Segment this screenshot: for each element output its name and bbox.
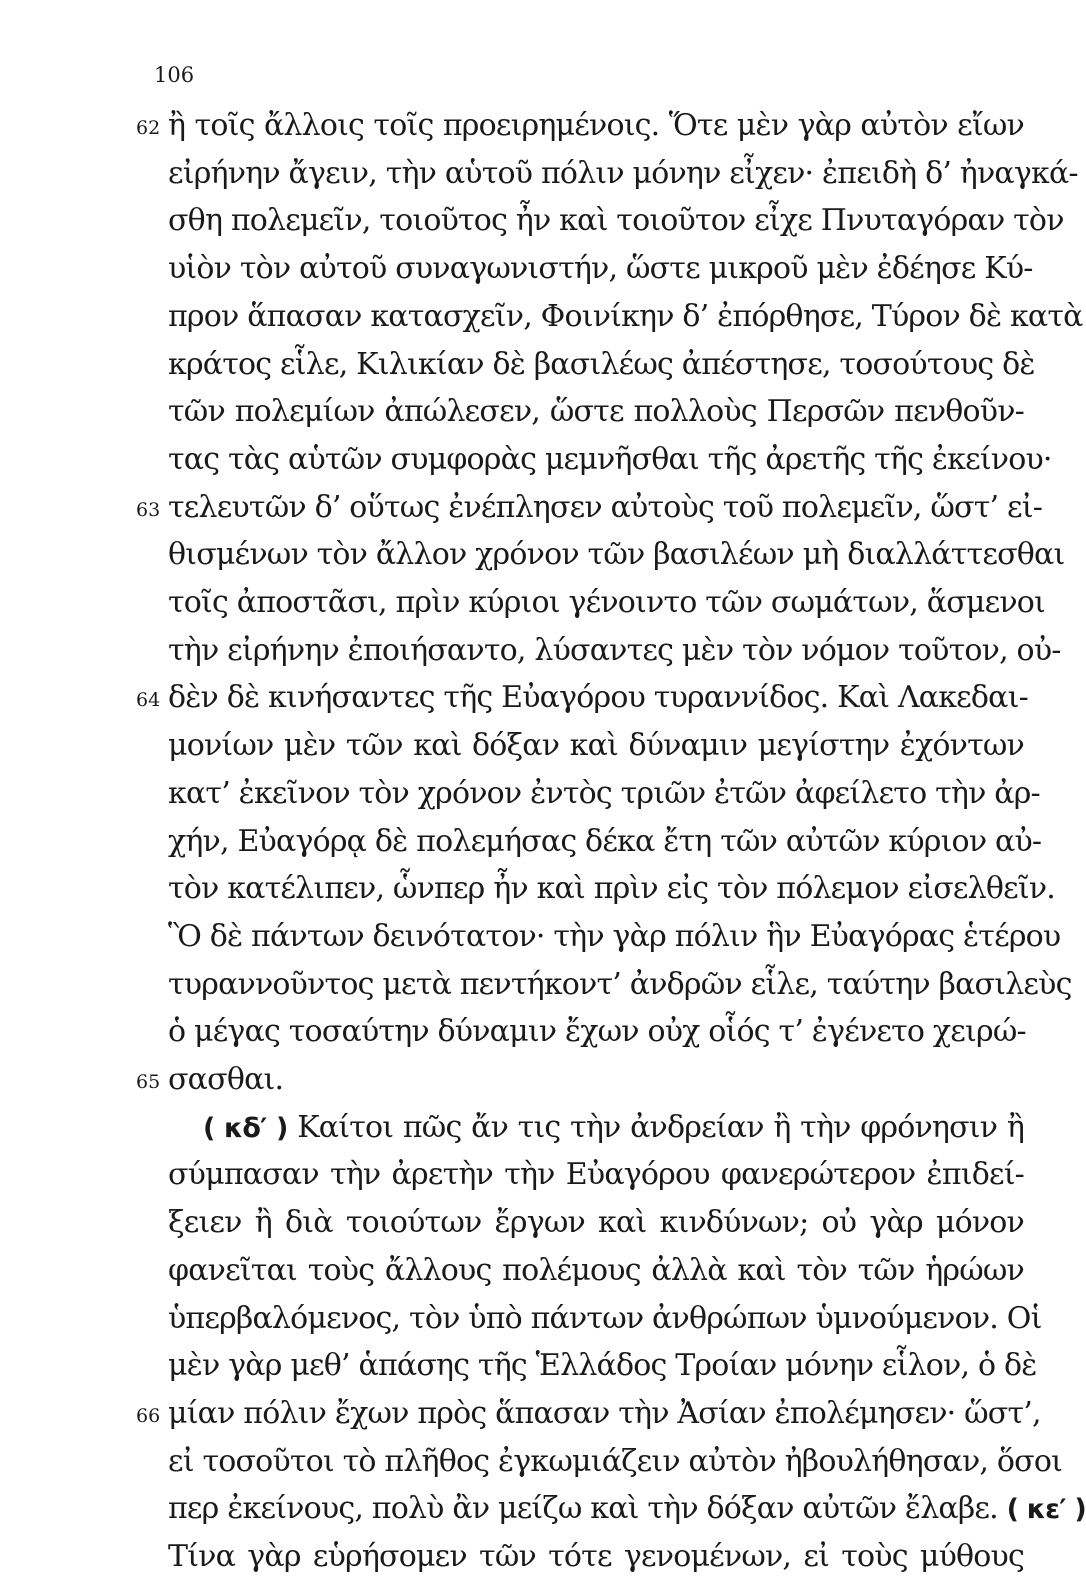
chapter-mark-kd: ( κδ′ ) bbox=[203, 1113, 288, 1144]
text-line: τὸν κατέλιπεν, ὧνπερ ἦν καὶ πρὶν εἰς τὸν πόλεμον εἰσελθεῖν. bbox=[168, 871, 1056, 906]
chapter-mark-ke: ( κε′ ) bbox=[1006, 1494, 1086, 1525]
text-line: εἰρήνην ἄγειν, τὴν αὑτοῦ πόλιν μόνην εἶχεν· ἐπειδὴ δ’ ἠναγκά- bbox=[168, 156, 1078, 191]
text-line: ξειεν ἢ διὰ τοιούτων ἔργων καὶ κινδύνων; οὐ γὰρ μόνον bbox=[168, 1205, 1024, 1240]
text-line: κατ’ ἐκεῖνον τὸν χρόνον ἐντὸς τριῶν ἐτῶν ἀφείλετο τὴν ἀρ- bbox=[168, 776, 1040, 811]
text-line-content: Καίτοι πῶς ἄν τις τὴν ἀνδρείαν ἢ τὴν φρόνησιν ἢ bbox=[287, 1110, 1025, 1145]
text-line: μονίων μὲν τῶν καὶ δόξαν καὶ δύναμιν μεγίστην ἐχόντων bbox=[168, 728, 1024, 763]
text-line: τυραννοῦντος μετὰ πεντήκοντ’ ἀνδρῶν εἷλε, ταύτην βασιλεὺς bbox=[168, 967, 1072, 1002]
section-number-63: 63 bbox=[136, 499, 161, 521]
text-line: χήν, Εὐαγόρᾳ δὲ πολεμήσας δέκα ἔτη τῶν αὐτῶν κύριον αὐ- bbox=[168, 824, 1042, 859]
text-line: Τίνα γὰρ εὑρήσομεν τῶν τότε γενομένων, εἰ τοὺς μύθους bbox=[168, 1539, 1024, 1574]
text-line: εἰ τοσοῦτοι τὸ πλῆθος ἐγκωμιάζειν αὐτὸν ἠβουλήθησαν, ὅσοι bbox=[168, 1444, 1063, 1479]
text-line: σθη πολεμεῖν, τοιοῦτος ἦν καὶ τοιοῦτον εἶχε Πνυταγόραν τὸν bbox=[168, 203, 1064, 238]
text-line: τας τὰς αὑτῶν συμφορὰς μεμνῆσθαι τῆς ἀρετῆς τῆς ἐκείνου· bbox=[168, 442, 1052, 477]
text-line bbox=[168, 1485, 1086, 1533]
text-line: δὲν δὲ κινήσαντες τῆς Εὐαγόρου τυραννίδος. Καὶ Λακεδαι- bbox=[168, 680, 1028, 715]
text-line: υἱὸν τὸν αὐτοῦ συναγωνιστήν, ὥστε μικροῦ μὲν ἐδέησε Κύ- bbox=[168, 251, 1033, 286]
text-line: τελευτῶν δ’ οὕτως ἐνέπλησεν αὐτοὺς τοῦ πολεμεῖν, ὥστ’ εἰ- bbox=[168, 490, 1043, 525]
text-line: φανεῖται τοὺς ἄλλους πολέμους ἀλλὰ καὶ τὸν τῶν ἡρώων bbox=[168, 1253, 1024, 1288]
section-number-65: 65 bbox=[136, 1071, 161, 1093]
text-line-content: περ ἐκείνους, πολὺ ἂν μείζω καὶ τὴν δόξαν αὐτῶν ἔλαβε. bbox=[168, 1491, 1007, 1526]
section-number-66: 66 bbox=[136, 1405, 161, 1427]
text-line: κράτος εἷλε, Κιλικίαν δὲ βασιλέως ἀπέστησε, τοσούτους δὲ bbox=[168, 347, 1035, 382]
text-line: ὑπερβαλόμενος, τὸν ὑπὸ πάντων ἀνθρώπων ὑμνούμενον. Οἱ bbox=[168, 1301, 1042, 1336]
text-line: μὲν γὰρ μεθ’ ἁπάσης τῆς Ἑλλάδος Τροίαν μόνην εἷλον, ὁ δὲ bbox=[168, 1348, 1037, 1383]
text-line: τοῖς ἀποστᾶσι, πρὶν κύριοι γένοιντο τῶν σωμάτων, ἅσμενοι bbox=[168, 585, 1045, 620]
text-line: τῶν πολεμίων ἀπώλεσεν, ὥστε πολλοὺς Περσῶν πενθοῦν- bbox=[168, 394, 1024, 429]
text-line: ἢ τοῖς ἄλλοις τοῖς προειρημένοις. Ὅτε μὲν γὰρ αὐτὸν εἴων bbox=[168, 108, 1024, 143]
text-line: τὴν εἰρήνην ἐποιήσαντο, λύσαντες μὲν τὸν νόμον τοῦτον, οὐ- bbox=[168, 633, 1061, 668]
text-line: θισμένων τὸν ἄλλον χρόνον τῶν βασιλέων μὴ διαλλάττεσθαι bbox=[168, 537, 1065, 572]
text-line: σασθαι. bbox=[168, 1062, 284, 1097]
text-line: Ὃ δὲ πάντων δεινότατον· τὴν γὰρ πόλιν ἣν Εὐαγόρας ἑτέρου bbox=[168, 919, 1061, 954]
page-number: 106 bbox=[154, 63, 195, 87]
text-line: ὁ μέγας τοσαύτην δύναμιν ἔχων οὐχ οἷός τ’ ἐγένετο χειρώ- bbox=[168, 1014, 1026, 1049]
section-number-64: 64 bbox=[136, 689, 161, 711]
text-line: προν ἅπασαν κατασχεῖν, Φοινίκην δ’ ἐπόρθησε, Τύρον δὲ κατὰ bbox=[168, 299, 1083, 334]
section-number-62: 62 bbox=[136, 117, 161, 139]
text-line bbox=[203, 1104, 1024, 1152]
text-line: σύμπασαν τὴν ἀρετὴν τὴν Εὐαγόρου φανερώτερον ἐπιδεί- bbox=[168, 1157, 1024, 1192]
text-line: μίαν πόλιν ἔχων πρὸς ἅπασαν τὴν Ἀσίαν ἐπολέμησεν· ὥστ’, bbox=[168, 1396, 1041, 1431]
